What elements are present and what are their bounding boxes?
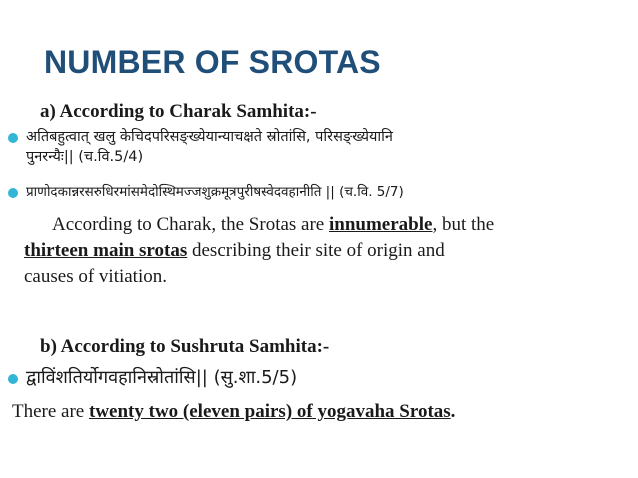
emphasis-twenty-two: twenty two (eleven pairs) of yogavaha Srotas [89, 401, 451, 422]
bullet-icon [8, 188, 18, 198]
heading-sushruta: b) According to Sushruta Samhita:- [40, 336, 330, 357]
para-text: . [450, 401, 456, 422]
para-line [24, 212, 632, 238]
para-line: causes of vitiation. [24, 266, 167, 287]
bullet-charak-verse-2 [8, 182, 404, 202]
verse-line: द्वाविंशतिर्योगवहानिस्रोतांसि|| (सु.शा.5/5) [26, 367, 298, 388]
bullet-charak-verse-1 [8, 127, 393, 167]
para-text: According to Charak, the Srotas are [52, 214, 329, 235]
bullet-sushruta-verse [8, 366, 297, 390]
emphasis-innumerable: innumerable [329, 214, 433, 235]
emphasis-thirteen-main-srotas: thirteen main srotas [24, 240, 188, 261]
slide-title: NUMBER OF SROTAS [44, 44, 381, 80]
heading-charak: a) According to Charak Samhita:- [40, 101, 317, 122]
verse-line: पुनरन्यैः|| (च.वि.5/4) [26, 149, 144, 165]
bullet-text [26, 127, 393, 167]
bullet-icon [8, 374, 18, 384]
para-text: There are [12, 401, 89, 422]
para-text: describing their site of origin and [187, 240, 445, 261]
sushruta-explanation [12, 399, 632, 425]
charak-explanation [24, 212, 632, 290]
para-text: , but the [432, 214, 495, 235]
verse-line: अतिबहुत्वात् खलु केचिदपरिसङ्ख्येयान्याचक्षते स्रोतांसि, परिसङ्ख्येयानि [26, 129, 393, 145]
para-line [24, 238, 632, 264]
bullet-icon [8, 133, 18, 143]
verse-line: प्राणोदकान्नरसरुधिरमांसमेदोस्थिमज्जशुक्रमूत्रपुरीषस्वेदवहानीति || (च.वि. 5/7) [26, 184, 404, 200]
